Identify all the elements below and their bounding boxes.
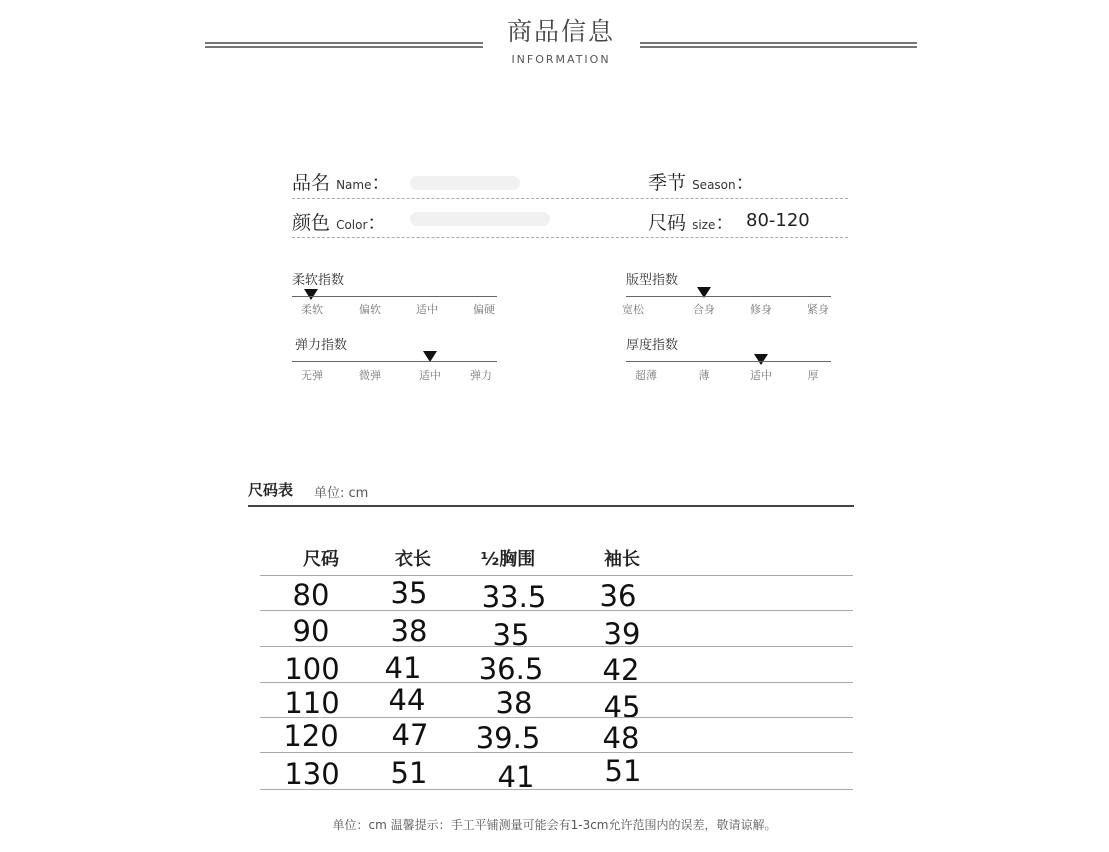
- table-cell: 35: [492, 618, 530, 652]
- page-subtitle: INFORMATION: [511, 53, 611, 66]
- index-option: 无弹: [301, 369, 323, 382]
- table-row-line: [260, 610, 853, 611]
- info-color-en: Color: [336, 218, 368, 232]
- table-row-line: [260, 752, 853, 753]
- size-table-rule: [248, 505, 854, 507]
- index-option: 偏硬: [473, 303, 495, 316]
- table-cell: 39.5: [475, 721, 541, 755]
- index-title: 厚度指数: [626, 338, 679, 353]
- info-size-en: size: [692, 218, 716, 232]
- info-row1-dash: [292, 198, 848, 199]
- table-row-line: [260, 682, 853, 683]
- index-option: 修身: [750, 303, 772, 316]
- table-cell: 130: [284, 757, 340, 791]
- table-cell: 42: [602, 653, 640, 687]
- table-cell: 33.5: [481, 580, 547, 614]
- size-table-unit: 单位: cm: [314, 486, 369, 501]
- table-row-line: [260, 575, 853, 576]
- table-cell: 48: [602, 721, 640, 755]
- table-cell: 41: [384, 651, 422, 685]
- index-option: 偏软: [359, 303, 381, 316]
- table-row-line: [260, 789, 853, 790]
- table-cell: 90: [292, 614, 330, 648]
- index-scale-line: [292, 296, 497, 297]
- index-option: 超薄: [635, 369, 657, 382]
- table-cell: 45: [603, 690, 641, 724]
- table-cell: 51: [390, 756, 428, 790]
- index-title: 柔软指数: [292, 273, 345, 288]
- table-header-sleeve: 袖长: [604, 549, 640, 570]
- info-color-cn: 颜色: [292, 212, 331, 234]
- table-cell: 100: [284, 652, 340, 686]
- index-title: 版型指数: [626, 273, 679, 288]
- table-header-length: 衣长: [395, 549, 431, 570]
- table-cell: 38: [495, 686, 533, 720]
- index-marker-icon: [304, 289, 318, 300]
- index-scale-line: [626, 361, 831, 362]
- blurred-color: [410, 212, 550, 226]
- index-option: 适中: [750, 369, 772, 382]
- footer-note: 单位：cm 温馨提示：手工平铺测量可能会有1-3cm允许范围内的误差，敬请谅解。: [332, 818, 777, 832]
- table-cell: 44: [388, 683, 426, 717]
- index-option: 适中: [416, 303, 438, 316]
- index-scale-line: [626, 296, 831, 297]
- index-option: 适中: [419, 369, 441, 382]
- table-cell: 41: [497, 760, 535, 794]
- table-cell: 110: [284, 686, 340, 720]
- table-cell: 39: [603, 617, 641, 651]
- table-header-chest: ½胸围: [480, 549, 536, 570]
- info-size-value: 80-120: [746, 210, 810, 231]
- index-title: 弹力指数: [295, 338, 348, 353]
- info-season-cn: 季节: [648, 172, 687, 194]
- table-cell: 36.5: [478, 652, 544, 686]
- index-option: 宽松: [622, 303, 644, 316]
- info-name-en: Name: [336, 178, 372, 192]
- index-option: 厚: [807, 369, 819, 382]
- table-cell: 35: [390, 576, 428, 610]
- table-cell: 36: [599, 579, 637, 613]
- index-option: 合身: [693, 303, 715, 316]
- index-marker-icon: [754, 354, 768, 365]
- index-option: 紧身: [807, 303, 829, 316]
- index-option: 柔软: [301, 303, 323, 316]
- table-row-line: [260, 717, 853, 718]
- table-row-line: [260, 646, 853, 647]
- size-table-title: 尺码表: [248, 481, 294, 499]
- info-season-en: Season: [692, 178, 736, 192]
- index-option: 微弹: [359, 369, 381, 382]
- header-rule-right: [640, 42, 917, 48]
- index-option: 薄: [698, 369, 710, 382]
- table-cell: 51: [604, 754, 642, 788]
- page-title: 商品信息: [506, 17, 615, 46]
- info-color-label: 颜色 Color：: [292, 212, 387, 234]
- table-cell: 47: [391, 718, 429, 752]
- table-header-size: 尺码: [303, 549, 339, 570]
- header-rule-left: [205, 42, 483, 48]
- info-name-cn: 品名: [292, 172, 331, 194]
- blurred-name: [410, 176, 520, 190]
- table-cell: 80: [292, 578, 330, 612]
- info-row2-dash: [292, 237, 848, 238]
- index-option: 弹力: [470, 369, 492, 382]
- index-scale-line: [292, 361, 497, 362]
- info-size-cn: 尺码: [648, 212, 687, 234]
- info-size-label: 尺码 size：: [648, 212, 735, 234]
- table-cell: 120: [283, 719, 339, 753]
- table-cell: 38: [390, 614, 428, 648]
- info-season-label: 季节 Season：: [648, 172, 755, 194]
- info-name-label: 品名 Name：: [292, 172, 391, 194]
